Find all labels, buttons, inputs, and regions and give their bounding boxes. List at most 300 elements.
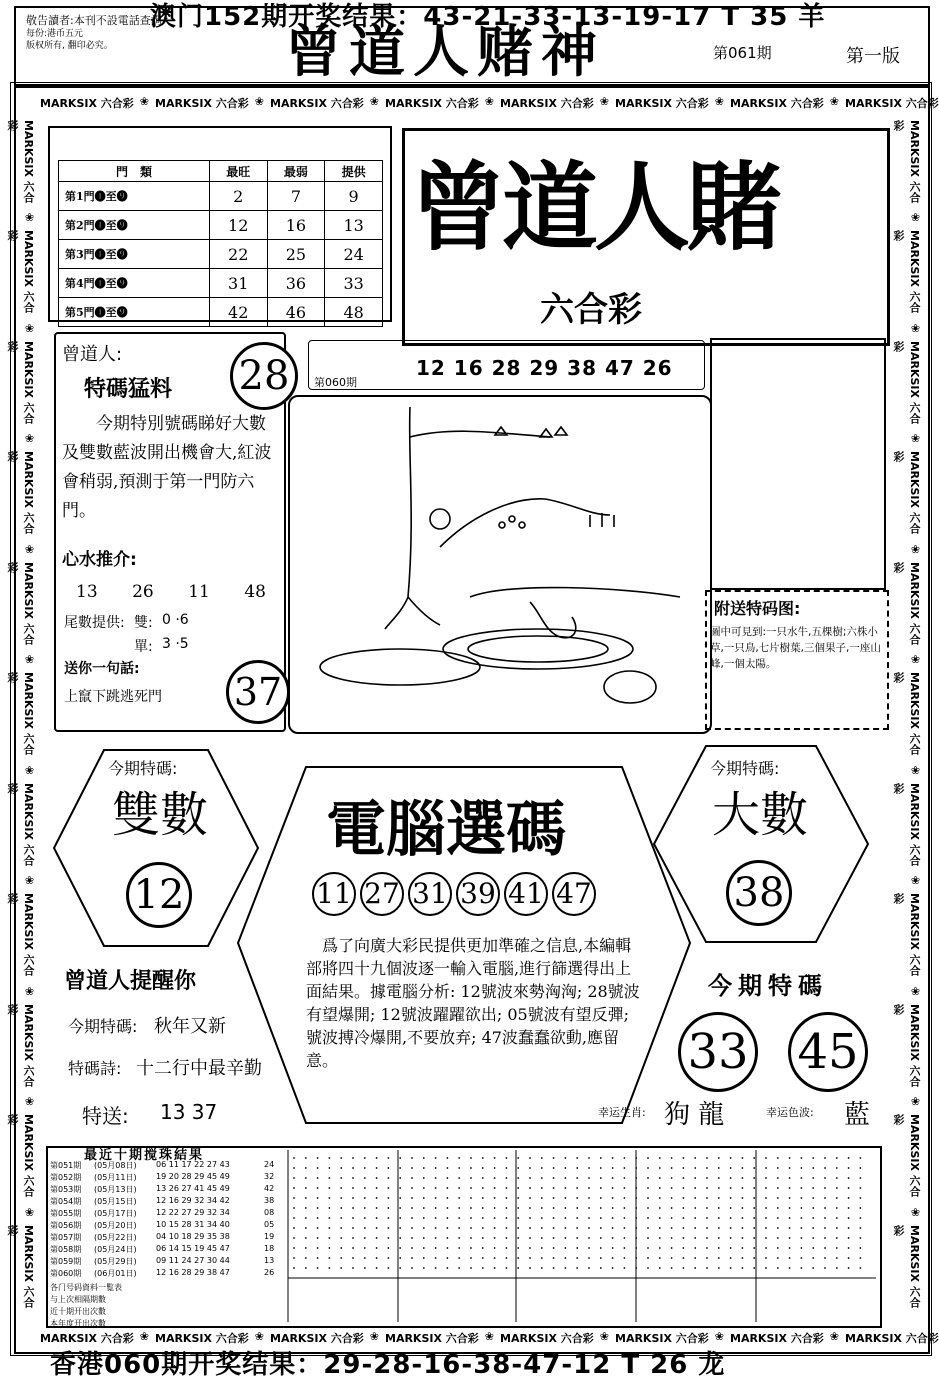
- grid-dot: [860, 1207, 862, 1209]
- grid-dot: [600, 1267, 602, 1269]
- grid-dot: [435, 1167, 437, 1169]
- grid-dot: [399, 1237, 401, 1239]
- grid-dot: [423, 1237, 425, 1239]
- computer-number: 41: [504, 872, 548, 916]
- computer-number: 27: [360, 872, 404, 916]
- grid-dot: [458, 1217, 460, 1219]
- band-label: MARKSIX 六合彩: [6, 451, 35, 535]
- history-date: (05月20日): [94, 1221, 137, 1230]
- history-date: (05月15日): [94, 1197, 137, 1206]
- grid-dot: [494, 1217, 496, 1219]
- grid-dot: [435, 1237, 437, 1239]
- grid-dot: [671, 1227, 673, 1229]
- history-date: (05月24日): [94, 1245, 137, 1254]
- grid-dot: [624, 1197, 626, 1199]
- history-row: [50, 1220, 286, 1232]
- zone-pick: 33: [325, 269, 383, 298]
- grid-dot: [706, 1207, 708, 1209]
- grid-dot: [694, 1237, 696, 1239]
- grid-dot: [458, 1187, 460, 1189]
- grid-dot: [706, 1187, 708, 1189]
- grid-dot: [340, 1177, 342, 1179]
- grid-dot: [671, 1237, 673, 1239]
- grid-dot: [364, 1197, 366, 1199]
- right-hex-number: 38: [726, 860, 792, 926]
- grid-dot: [517, 1207, 519, 1209]
- grid-dot: [470, 1227, 472, 1229]
- history-period: 第055期: [50, 1209, 82, 1218]
- grid-dot: [812, 1227, 814, 1229]
- zone-hot: 12: [209, 211, 267, 240]
- history-numbers: 12 16 28 29 38 47: [156, 1268, 230, 1277]
- double-value: 0 ·6: [162, 612, 189, 628]
- grid-dot: [753, 1267, 755, 1269]
- grid-dot: [824, 1197, 826, 1199]
- grid-dot: [588, 1227, 590, 1229]
- grid-dot: [517, 1247, 519, 1249]
- grid-dot: [447, 1197, 449, 1199]
- grid-dot: [789, 1227, 791, 1229]
- grid-dot: [742, 1217, 744, 1219]
- history-title: 最近十期搅珠結果: [84, 1148, 205, 1163]
- grid-dot: [706, 1247, 708, 1249]
- band-label: MARKSIX 六合彩: [6, 340, 35, 424]
- grid-dot: [553, 1237, 555, 1239]
- grid-dot: [730, 1237, 732, 1239]
- grid-dot: [329, 1217, 331, 1219]
- grid-dot: [789, 1187, 791, 1189]
- grid-dot: [506, 1217, 508, 1219]
- grid-dot: [517, 1257, 519, 1259]
- grid-dot: [576, 1227, 578, 1229]
- grid-dot: [671, 1207, 673, 1209]
- grid-dot: [812, 1247, 814, 1249]
- grid-dot: [423, 1247, 425, 1249]
- grid-dot: [659, 1207, 661, 1209]
- grid-dot: [565, 1237, 567, 1239]
- grid-dot: [352, 1237, 354, 1239]
- grid-dot: [706, 1217, 708, 1219]
- grid-dot: [517, 1187, 519, 1189]
- grid-dot: [329, 1237, 331, 1239]
- grid-dot: [801, 1227, 803, 1229]
- history-special: 32: [264, 1172, 275, 1181]
- grid-dot: [376, 1177, 378, 1179]
- grid-dot: [777, 1267, 779, 1269]
- grid-dot: [600, 1187, 602, 1189]
- grid-dot: [659, 1247, 661, 1249]
- band-label: MARKSIX 六合彩: [6, 893, 35, 976]
- grid-dot: [576, 1267, 578, 1269]
- grid-dot: [388, 1227, 390, 1229]
- grid-dot: [565, 1217, 567, 1219]
- grid-dot: [812, 1167, 814, 1169]
- grid-dot: [447, 1207, 449, 1209]
- grid-dot: [624, 1167, 626, 1169]
- table-row: [59, 240, 383, 269]
- grid-dot: [801, 1177, 803, 1179]
- grid-dot: [836, 1187, 838, 1189]
- grid-dot: [730, 1177, 732, 1179]
- grid-dot: [777, 1207, 779, 1209]
- grid-dot: [506, 1187, 508, 1189]
- top-result-banner: 澳门152期开奖结果：43-21-33-13-19-17 T 35 羊: [150, 2, 826, 32]
- grid-dot: [458, 1177, 460, 1179]
- grid-dot: [824, 1167, 826, 1169]
- grid-dot: [683, 1187, 685, 1189]
- grid-dot: [541, 1227, 543, 1229]
- zone-pick: 48: [325, 298, 383, 327]
- grid-dot: [765, 1197, 767, 1199]
- reminder-value-1: 秋年又新: [154, 1016, 226, 1037]
- grid-dot: [553, 1267, 555, 1269]
- grid-dot: [789, 1217, 791, 1219]
- grid-dot: [506, 1197, 508, 1199]
- grid-dot: [647, 1207, 649, 1209]
- grid-dot: [683, 1247, 685, 1249]
- grid-dot: [576, 1167, 578, 1169]
- grid-dot: [730, 1247, 732, 1249]
- grid-dot: [470, 1167, 472, 1169]
- zone-cold: 7: [267, 182, 325, 211]
- grid-dot: [753, 1167, 755, 1169]
- zodiac-value: 狗 龍: [664, 1100, 725, 1130]
- grid-dot: [612, 1237, 614, 1239]
- puzzle-picture: [288, 395, 712, 734]
- grid-dot: [706, 1177, 708, 1179]
- grid-dot: [635, 1167, 637, 1169]
- grid-dot: [553, 1257, 555, 1259]
- right-hex-big: 大數: [712, 787, 809, 843]
- band-label: MARKSIX 六合彩: [892, 893, 921, 976]
- grid-dot: [742, 1227, 744, 1229]
- grid-dot: [470, 1247, 472, 1249]
- grid-dot: [777, 1177, 779, 1179]
- grid-dot: [718, 1167, 720, 1169]
- grid-dot: [565, 1177, 567, 1179]
- grid-dot: [600, 1197, 602, 1199]
- grid-dot: [305, 1247, 307, 1249]
- grid-dot: [388, 1267, 390, 1269]
- grid-dot: [753, 1197, 755, 1199]
- grid-dot: [848, 1177, 850, 1179]
- grid-dot: [411, 1187, 413, 1189]
- grid-dot: [553, 1217, 555, 1219]
- grid-dot: [317, 1177, 319, 1179]
- gift-title: 附送特码图:: [714, 599, 801, 618]
- grid-dot: [659, 1267, 661, 1269]
- grid-dot: [352, 1267, 354, 1269]
- grid-dot: [376, 1197, 378, 1199]
- grid-dot: [352, 1177, 354, 1179]
- grid-dot: [860, 1267, 862, 1269]
- grid-dot: [824, 1237, 826, 1239]
- history-date: (05月29日): [94, 1257, 137, 1266]
- grid-dot: [801, 1167, 803, 1169]
- grid-dot: [317, 1217, 319, 1219]
- grid-dot: [541, 1177, 543, 1179]
- col-header: 最旺: [209, 161, 267, 182]
- history-numbers: 10 15 28 31 34 40: [156, 1220, 230, 1229]
- history-special: 19: [264, 1232, 275, 1241]
- grid-dot: [848, 1257, 850, 1259]
- computer-number: 47: [552, 872, 596, 916]
- band-label: MARKSIX 六合彩: [40, 1332, 134, 1345]
- grid-dot: [517, 1167, 519, 1169]
- grid-dot: [506, 1257, 508, 1259]
- grid-dot: [364, 1217, 366, 1219]
- grid-dot: [399, 1197, 401, 1199]
- zone-pick: 24: [325, 240, 383, 269]
- grid-dot: [565, 1167, 567, 1169]
- single-value: 3 ·5: [162, 636, 189, 652]
- grid-dot: [376, 1247, 378, 1249]
- grid-dot: [647, 1237, 649, 1239]
- grid-dot: [659, 1217, 661, 1219]
- grid-dot: [388, 1247, 390, 1249]
- grid-dot: [447, 1227, 449, 1229]
- grid-dot: [635, 1197, 637, 1199]
- band-label: MARKSIX 六合彩: [155, 1332, 249, 1345]
- history-date: (05月08日): [94, 1161, 137, 1170]
- grid-dot: [765, 1167, 767, 1169]
- grid-dot: [388, 1167, 390, 1169]
- grid-dot: [447, 1267, 449, 1269]
- band-label: MARKSIX 六合彩: [6, 230, 35, 314]
- history-period: 第056期: [50, 1221, 82, 1230]
- grid-dot: [305, 1237, 307, 1239]
- grid-dot: [588, 1257, 590, 1259]
- grid-dot: [376, 1167, 378, 1169]
- saying-text: 上竄下跳逃死門: [64, 689, 162, 705]
- grid-dot: [777, 1247, 779, 1249]
- grid-dot: [494, 1257, 496, 1259]
- grid-dot: [612, 1267, 614, 1269]
- grid-dot: [612, 1207, 614, 1209]
- grid-dot: [612, 1187, 614, 1189]
- grid-dot: [565, 1247, 567, 1249]
- history-special: 26: [264, 1268, 275, 1277]
- grid-dot: [305, 1267, 307, 1269]
- band-label: MARKSIX 六合彩: [892, 451, 921, 535]
- grid-dot: [647, 1247, 649, 1249]
- history-numbers: 04 10 18 29 35 38: [156, 1232, 230, 1241]
- history-dot-grid: [288, 1150, 876, 1322]
- history-period: 第053期: [50, 1185, 82, 1194]
- grid-dot: [399, 1227, 401, 1229]
- grid-dot: [376, 1227, 378, 1229]
- grid-dot: [683, 1177, 685, 1179]
- left-hex-number: 12: [126, 862, 192, 928]
- grid-dot: [529, 1267, 531, 1269]
- band-label: MARKSIX 六合彩: [6, 1224, 35, 1308]
- band-label: MARKSIX 六合彩: [892, 1114, 921, 1197]
- grid-dot: [848, 1247, 850, 1249]
- grid-dot: [624, 1247, 626, 1249]
- grid-dot: [777, 1217, 779, 1219]
- grid-dot: [659, 1187, 661, 1189]
- grid-dot: [647, 1157, 649, 1159]
- grid-dot: [388, 1217, 390, 1219]
- grid-dot: [317, 1267, 319, 1269]
- grid-dot: [635, 1207, 637, 1209]
- grid-dot: [848, 1237, 850, 1239]
- grid-dot: [777, 1187, 779, 1189]
- grid-dot: [340, 1197, 342, 1199]
- grid-dot: [812, 1197, 814, 1199]
- grid-dot: [671, 1177, 673, 1179]
- grid-dot: [588, 1207, 590, 1209]
- computer-numbers: [310, 872, 598, 916]
- zodiac-label: 幸运生肖:: [598, 1106, 646, 1119]
- grid-dot: [293, 1187, 295, 1189]
- computer-number: 39: [456, 872, 500, 916]
- grid-dot: [836, 1227, 838, 1229]
- band-label: MARKSIX 六合彩: [892, 120, 921, 203]
- grid-dot: [836, 1257, 838, 1259]
- grid-dot: [352, 1227, 354, 1229]
- history-row: [50, 1184, 286, 1196]
- grid-dot: [305, 1157, 307, 1159]
- grid-dot: [388, 1187, 390, 1189]
- zone-pick: 9: [325, 182, 383, 211]
- grid-dot: [329, 1167, 331, 1169]
- grid-dot: [588, 1167, 590, 1169]
- grid-dot: [447, 1167, 449, 1169]
- grid-dot: [340, 1207, 342, 1209]
- grid-dot: [789, 1267, 791, 1269]
- grid-dot: [423, 1197, 425, 1199]
- grid-dot: [458, 1257, 460, 1259]
- tip-circle-top: 28: [230, 342, 298, 410]
- grid-dot: [576, 1177, 578, 1179]
- grid-dot: [482, 1207, 484, 1209]
- grid-dot: [293, 1157, 295, 1159]
- zone-cold: 25: [267, 240, 325, 269]
- grid-dot: [671, 1217, 673, 1219]
- grid-dot: [860, 1217, 862, 1219]
- grid-dot: [860, 1187, 862, 1189]
- grid-dot: [423, 1207, 425, 1209]
- col-header: 最弱: [267, 161, 325, 182]
- tip-heading: 特碼猛料: [84, 377, 173, 402]
- history-row: [50, 1208, 286, 1220]
- grid-dot: [836, 1177, 838, 1179]
- grid-dot: [576, 1257, 578, 1259]
- left-hex-big: 雙數: [112, 787, 209, 843]
- band-label: MARKSIX 六合彩: [845, 97, 939, 110]
- grid-dot: [789, 1197, 791, 1199]
- grid-dot: [340, 1257, 342, 1259]
- grid-dot: [352, 1257, 354, 1259]
- grid-dot: [588, 1157, 590, 1159]
- grid-dot: [494, 1227, 496, 1229]
- grid-dot: [423, 1157, 425, 1159]
- grid-dot: [364, 1177, 366, 1179]
- table-row: [59, 269, 383, 298]
- grid-dot: [506, 1267, 508, 1269]
- grid-dot: [742, 1207, 744, 1209]
- grid-dot: [694, 1247, 696, 1249]
- grid-dot: [447, 1257, 449, 1259]
- grid-dot: [470, 1257, 472, 1259]
- history-numbers: 12 22 27 29 32 34: [156, 1208, 230, 1217]
- grid-dot: [388, 1257, 390, 1259]
- header-frame: [14, 6, 930, 86]
- grid-dot: [777, 1257, 779, 1259]
- computer-title: 電腦選碼: [326, 795, 566, 865]
- grid-dot: [683, 1167, 685, 1169]
- grid-dot: [836, 1167, 838, 1169]
- grid-dot: [588, 1177, 590, 1179]
- prev-draw-label: 第060期: [314, 376, 357, 389]
- grid-dot: [576, 1207, 578, 1209]
- grid-dot: [376, 1267, 378, 1269]
- reminder-label-1: 今期特碼:: [68, 1017, 138, 1036]
- grid-dot: [812, 1157, 814, 1159]
- grid-dot: [848, 1217, 850, 1219]
- zone-cold: 36: [267, 269, 325, 298]
- history-foot-row: [50, 1282, 286, 1294]
- zone-cold: 46: [267, 298, 325, 327]
- grid-dot: [293, 1267, 295, 1269]
- grid-dot: [305, 1177, 307, 1179]
- grid-dot: [659, 1157, 661, 1159]
- grid-dot: [305, 1207, 307, 1209]
- notice-line-1: 敬告讀者:本刊不設電話查詢: [26, 14, 162, 27]
- grid-dot: [317, 1247, 319, 1249]
- grid-dot: [506, 1227, 508, 1229]
- grid-dot: [777, 1227, 779, 1229]
- grid-dot: [399, 1187, 401, 1189]
- grid-dot: [305, 1197, 307, 1199]
- table-row: [59, 182, 383, 211]
- grid-dot: [730, 1197, 732, 1199]
- col-header: 提供: [325, 161, 383, 182]
- grid-dot: [482, 1267, 484, 1269]
- grid-dot: [860, 1157, 862, 1159]
- grid-dot: [671, 1167, 673, 1169]
- grid-dot: [742, 1157, 744, 1159]
- grid-dot: [340, 1227, 342, 1229]
- grid-dot: [801, 1237, 803, 1239]
- grid-dot: [376, 1217, 378, 1219]
- history-foot-label: 与上次相隔期數: [50, 1295, 106, 1304]
- grid-dot: [541, 1217, 543, 1219]
- grid-dot: [458, 1197, 460, 1199]
- grid-dot: [458, 1237, 460, 1239]
- grid-dot: [388, 1177, 390, 1179]
- grid-dot: [718, 1267, 720, 1269]
- history-period: 第054期: [50, 1197, 82, 1206]
- grid-dot: [553, 1197, 555, 1199]
- band-bottom: MARKSIX 六合彩 ❀ MARKSIX 六合彩 ❀ MARKSIX 六合彩 ❀ MARKSIX 六合彩 ❀ MARKSIX 六合彩 ❀ MARKSIX 六合彩 ❀ MARKSIX 六合彩 ❀ MARKSIX 六合彩: [40, 1330, 910, 1350]
- grid-dot: [529, 1207, 531, 1209]
- grid-dot: [671, 1157, 673, 1159]
- grid-dot: [482, 1257, 484, 1259]
- grid-dot: [848, 1207, 850, 1209]
- history-special: 42: [264, 1184, 275, 1193]
- grid-dot: [659, 1237, 661, 1239]
- grid-dot: [340, 1247, 342, 1249]
- grid-dot: [435, 1197, 437, 1199]
- grid-dot: [600, 1177, 602, 1179]
- grid-dot: [753, 1257, 755, 1259]
- gift-text: 圖中可見到:一只水牛,五棵樹;六株小草,一只鳥,七片樹葉,三個果子,一座山峰,一個太陽。: [710, 626, 881, 670]
- grid-dot: [482, 1167, 484, 1169]
- band-label: MARKSIX 六合彩: [730, 1332, 824, 1345]
- grid-dot: [470, 1217, 472, 1219]
